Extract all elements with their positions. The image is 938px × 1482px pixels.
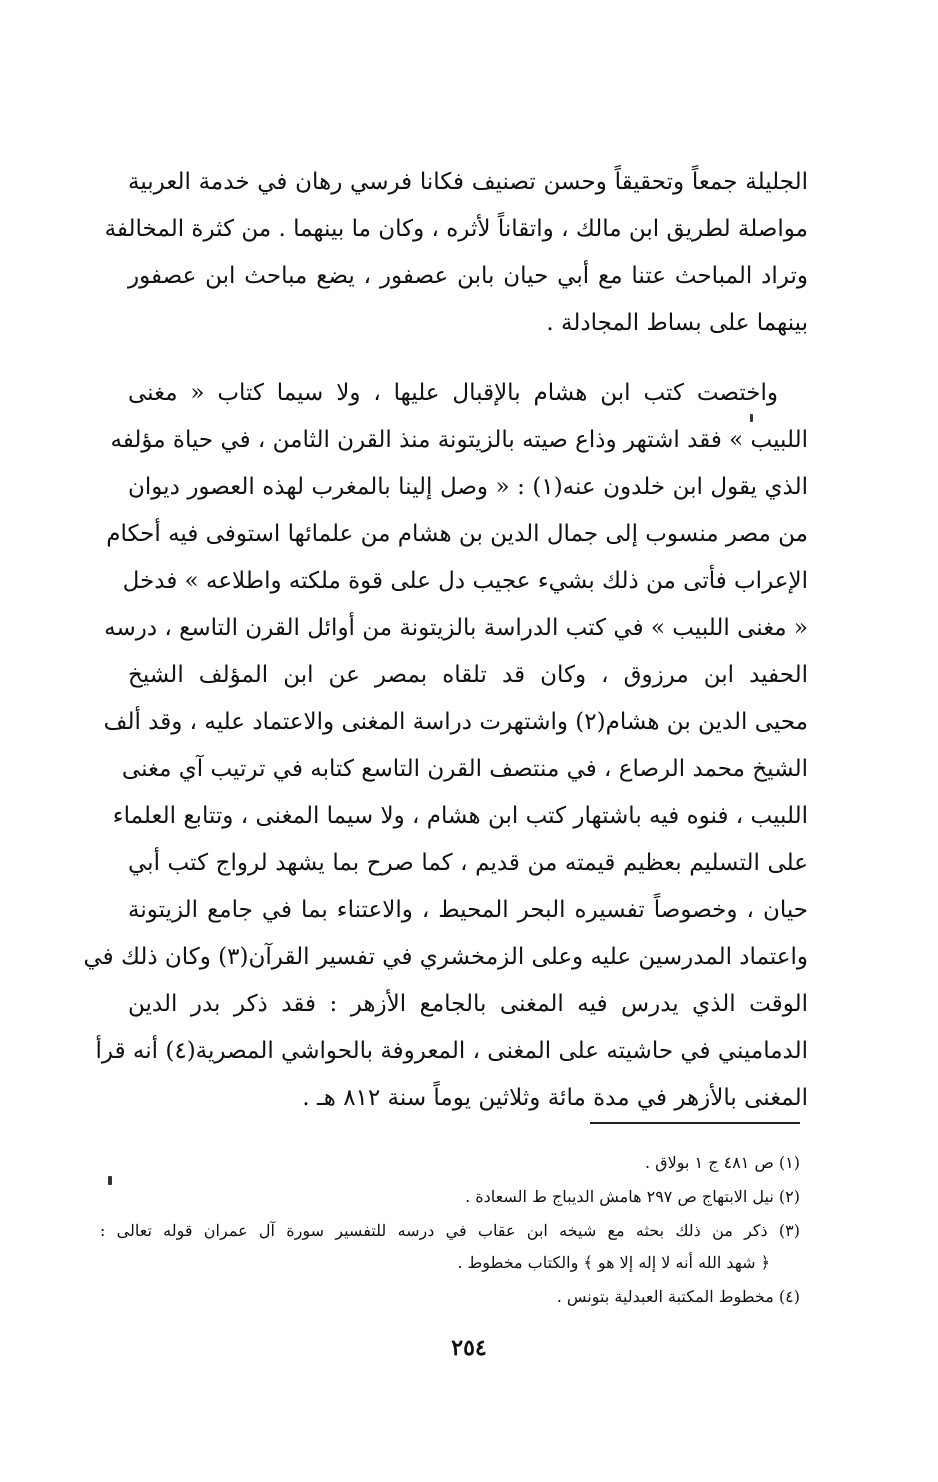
body-line: الجليلة جمعاً وتحقيقاً وحسن تصنيف فكانا فرسي رهان في خدمة العربية [128, 169, 808, 195]
page-number: ٢٥٤ [451, 1335, 487, 1361]
footnote-2: (٢) نيل الابتهاج ص ٢٩٧ هامش الديباج ط السعادة . [465, 1187, 800, 1206]
body-line: وتراد المباحث عتنا مع أبي حيان بابن عصفور ، يضع مباحث ابن عصفور [128, 263, 808, 289]
footnote-1: (١) ص ٤٨١ ج ١ بولاق . [645, 1153, 800, 1172]
body-line: محيى الدين بن هشام(٢) واشتهرت دراسة المغنى والاعتماد عليه ، وقد ألف [103, 709, 808, 735]
body-line: اللبيب » فقد اشتهر وذاع صيته بالزيتونة منذ القرن الثامن ، في حياة مؤلفه [110, 427, 808, 453]
body-line: الدماميني في حاشيته على المغنى ، المعروفة بالحواشي المصرية(٤) أنه قرأ [95, 1038, 808, 1064]
body-line: من مصر منسوب إلى جمال الدين بن هشام من علمائها استوفى فيه أحكام [106, 521, 808, 547]
body-line: مواصلة لطريق ابن مالك ، واتقاناً لأثره ، وكان ما بينهما . من كثرة المخالفة [104, 216, 808, 242]
body-line: واعتماد المدرسين عليه وعلى الزمخشري في تفسير القرآن(٣) وكان ذلك في [83, 944, 808, 970]
scan-speck [750, 414, 753, 422]
body-line: الحفيد ابن مرزوق ، وكان قد تلقاه بمصر عن ابن المؤلف الشيخ [128, 662, 808, 688]
body-line: الإعراب فأتى من ذلك بشيء عجيب دل على قوة ملكته واطلاعه » فدخل [122, 568, 808, 594]
scan-speck [108, 1176, 112, 1185]
body-line: واختصت كتب ابن هشام بالإقبال عليها ، ولا سيما كتاب « مغنى [128, 380, 778, 406]
footnote-4: (٤) مخطوط المكتبة العبدلية بتونس . [556, 1287, 800, 1306]
body-line: الذي يقول ابن خلدون عنه(١) : « وصل إلينا بالمغرب لهذه العصور ديوان [128, 474, 808, 500]
body-line: بينهما على بساط المجادلة . [546, 310, 808, 336]
footnote-3-continuation: ﴿ شهد الله أنه لا إله إلا هو ﴾ والكتاب مخطوط . [457, 1253, 770, 1272]
body-line: الوقت الذي يدرس فيه المغنى بالجامع الأزهر : فقد ذكر بدر الدين [128, 991, 808, 1017]
body-line: على التسليم بعظيم قيمته من قديم ، كما صرح بما يشهد لرواج كتب أبي [128, 850, 808, 876]
body-line: الشيخ محمد الرصاع ، في منتصف القرن التاسع كتابه في ترتيب آي مغنى [121, 756, 808, 782]
body-line: « مغنى اللبيب » في كتب الدراسة بالزيتونة من أوائل القرن التاسع ، درسه [104, 615, 808, 641]
footnote-separator [590, 1122, 800, 1124]
body-line: حيان ، وخصوصاً تفسيره البحر المحيط ، والاعتناء بما في جامع الزيتونة [128, 897, 808, 923]
body-line: المغنى بالأزهر في مدة مائة وثلاثين يوماً سنة ٨١٢ هـ . [302, 1085, 808, 1111]
body-line: اللبيب ، فنوه فيه باشتهار كتب ابن هشام ، ولا سيما المغنى ، وتتابع العلماء [112, 803, 808, 829]
footnote-3: (٣) ذكر من ذلك بحثه مع شيخه ابن عقاب في درسه للتفسير سورة آل عمران قوله تعالى : [100, 1221, 800, 1240]
